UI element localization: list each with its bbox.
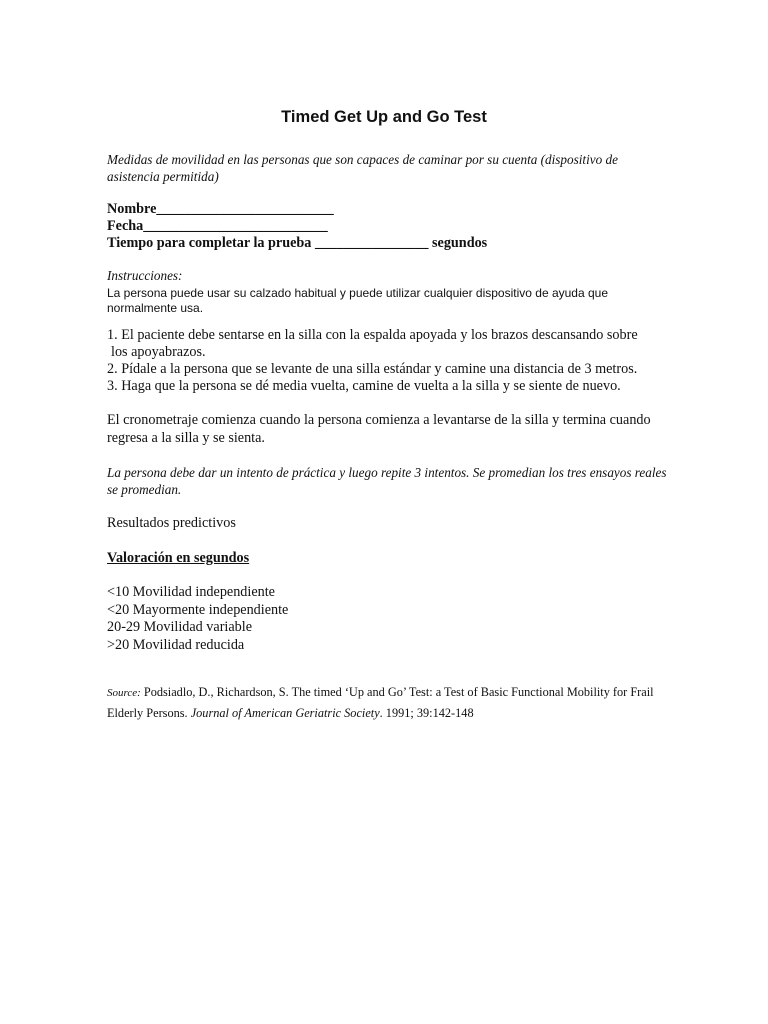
instructions-text: La persona puede usar su calzado habitual y puede utilizar cualquier dispositivo de ayuda que normalmente usa. (107, 286, 609, 315)
score-item: >20 Movilidad reducida (107, 636, 245, 653)
source-journal: Journal of American Geriatric Society (190, 706, 380, 720)
source-text-2: . 1991; 39:142-148 (379, 706, 474, 720)
instructions-label: Instrucciones: (107, 268, 183, 283)
step-item: 1. El paciente debe sentarse en la silla con la espalda apoyada y los brazos descansando sobre (107, 327, 638, 343)
score-item: <10 Movilidad independiente (107, 584, 275, 600)
step-item: 2. Pídale a la persona que se levante de una silla estándar y camine una distancia de 3 metros. (107, 361, 638, 377)
timing-text: El cronometraje comienza cuando la persona comienza a levantarse de la silla y termina cuando regresa a la silla y se sienta. (107, 412, 651, 446)
score-item: 20-29 Movilidad variable (107, 619, 252, 635)
steps-list (107, 327, 687, 395)
practice-text: La persona debe dar un intento de práctica y luego repite 3 intentos. Se promedian los tres ensayos reales se promedian. (107, 465, 667, 497)
step-item: los apoyabrazos. (111, 344, 206, 360)
step-item: 3. Haga que la persona se dé media vuelta, camine de vuelta a la silla y se siente de nuevo. (107, 378, 621, 394)
time-field: Tiempo para completar la prueba ________________ segundos (107, 235, 488, 251)
source-citation (107, 682, 677, 723)
source-label: Source: (107, 687, 141, 699)
score-item: <20 Mayormente independiente (107, 601, 289, 618)
valuation-heading: Valoración en segundos (107, 550, 250, 566)
date-field: Fecha__________________________ (107, 218, 328, 234)
scores-list (107, 584, 288, 654)
intro-text: Medidas de movilidad en las personas que son capaces de caminar por su cuenta (dispositivo de asistencia permitida) (107, 152, 618, 184)
document-title: Timed Get Up and Go Test (281, 108, 487, 126)
results-label: Resultados predictivos (107, 515, 236, 531)
source-text-1: Podsiadlo, D., Richardson, S. The timed ‘Up and Go’ Test: a Test of Basic Functional Mobility for Frail Elderly Persons. (107, 685, 654, 720)
name-field: Nombre_________________________ (107, 201, 334, 217)
